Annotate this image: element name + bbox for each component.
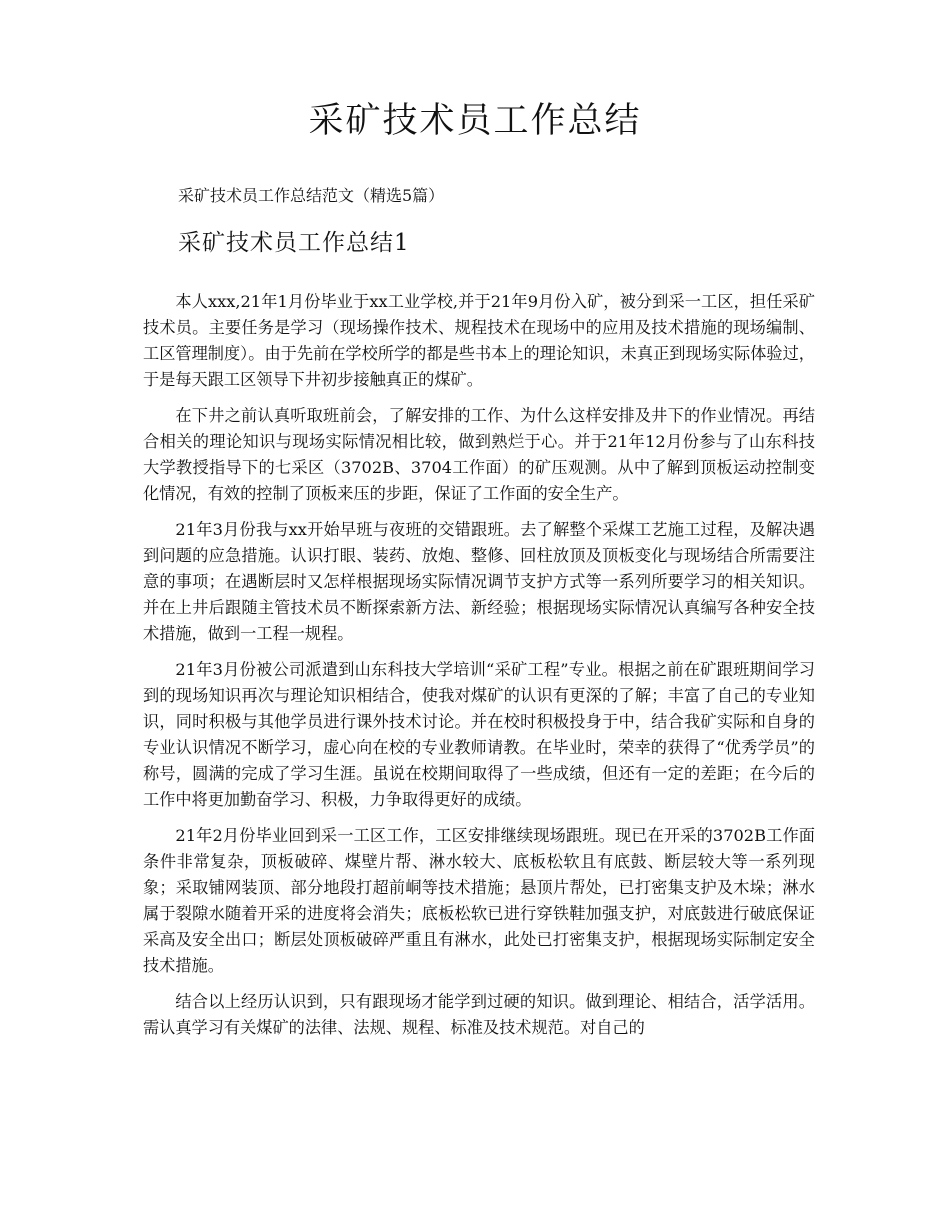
paragraph: 21年3月份我与xx开始早班与夜班的交错跟班。去了解整个采煤工艺施工过程，及解决遇到问题的应急措施。认识打眼、装药、放炮、整修、回柱放顶及顶板变化与现场结合所需要注意的事项；在遇断层时又怎样根据现场实际情况调节支护方式等一系列所要学习的相关知识。并在上井后跟随主管技术员不断探索新方法、新经验；根据现场实际情况认真编写各种安全技术措施，做到一工程一规程。 (143, 520, 815, 643)
document-title: 采矿技术员工作总结 (308, 101, 642, 141)
body-text (143, 289, 815, 1051)
section-heading: 采矿技术员工作总结1 (178, 230, 410, 256)
paragraph: 结合以上经历认识到，只有跟现场才能学到过硬的知识。做到理论、相结合，活学活用。需认真学习有关煤矿的法律、法规、规程、标准及技术规范。对自己的 (143, 992, 815, 1037)
paragraph: 在下井之前认真听取班前会，了解安排的工作、为什么这样安排及井下的作业情况。再结合相关的理论知识与现场实际情况相比较，做到熟烂于心。并于21年12月份参与了山东科技大学教授指导下的七采区（3702B、3704工作面）的矿压观测。从中了解到顶板运动控制变化情况，有效的控制了顶板来压的步距，保证了工作面的安全生产。 (143, 406, 815, 503)
document-subtitle: 采矿技术员工作总结范文（精选5篇） (178, 186, 445, 205)
paragraph: 21年2月份毕业回到采一工区工作，工区安排继续现场跟班。现已在开采的3702B工作面条件非常复杂，顶板破碎、煤壁片帮、淋水较大、底板松软且有底鼓、断层较大等一系列现象；采取铺网装顶、部分地段打超前峒等技术措施；悬顶片帮处，已打密集支护及木垛；淋水属于裂隙水随着开采的进度将会消失；底板松软已进行穿铁鞋加强支护，对底鼓进行破底保证采高及安全出口；断层处顶板破碎严重且有淋水，此处已打密集支护，根据现场实际制定安全技术措施。 (143, 826, 815, 975)
paragraph: 21年3月份被公司派遣到山东科技大学培训“采矿工程”专业。根据之前在矿跟班期间学习到的现场知识再次与理论知识相结合，使我对煤矿的认识有更深的了解；丰富了自己的专业知识，同时积极与其他学员进行课外技术讨论。并在校时积极投身于中，结合我矿实际和自身的专业认识情况不断学习，虚心向在校的专业教师请教。在毕业时，荣幸的获得了“优秀学员”的称号，圆满的完成了学习生涯。虽说在校期间取得了一些成绩，但还有一定的差距；在今后的工作中将更加勤奋学习、积极，力争取得更好的成绩。 (143, 660, 815, 809)
paragraph: 本人xxx,21年1月份毕业于xx工业学校,并于21年9月份入矿，被分到采一工区，担任采矿技术员。主要任务是学习（现场操作技术、规程技术在现场中的应用及技术措施的现场编制、工区管理制度）。由于先前在学校所学的都是些书本上的理论知识，未真正到现场实际体验过，于是每天跟工区领导下井初步接触真正的煤矿。 (143, 292, 815, 389)
